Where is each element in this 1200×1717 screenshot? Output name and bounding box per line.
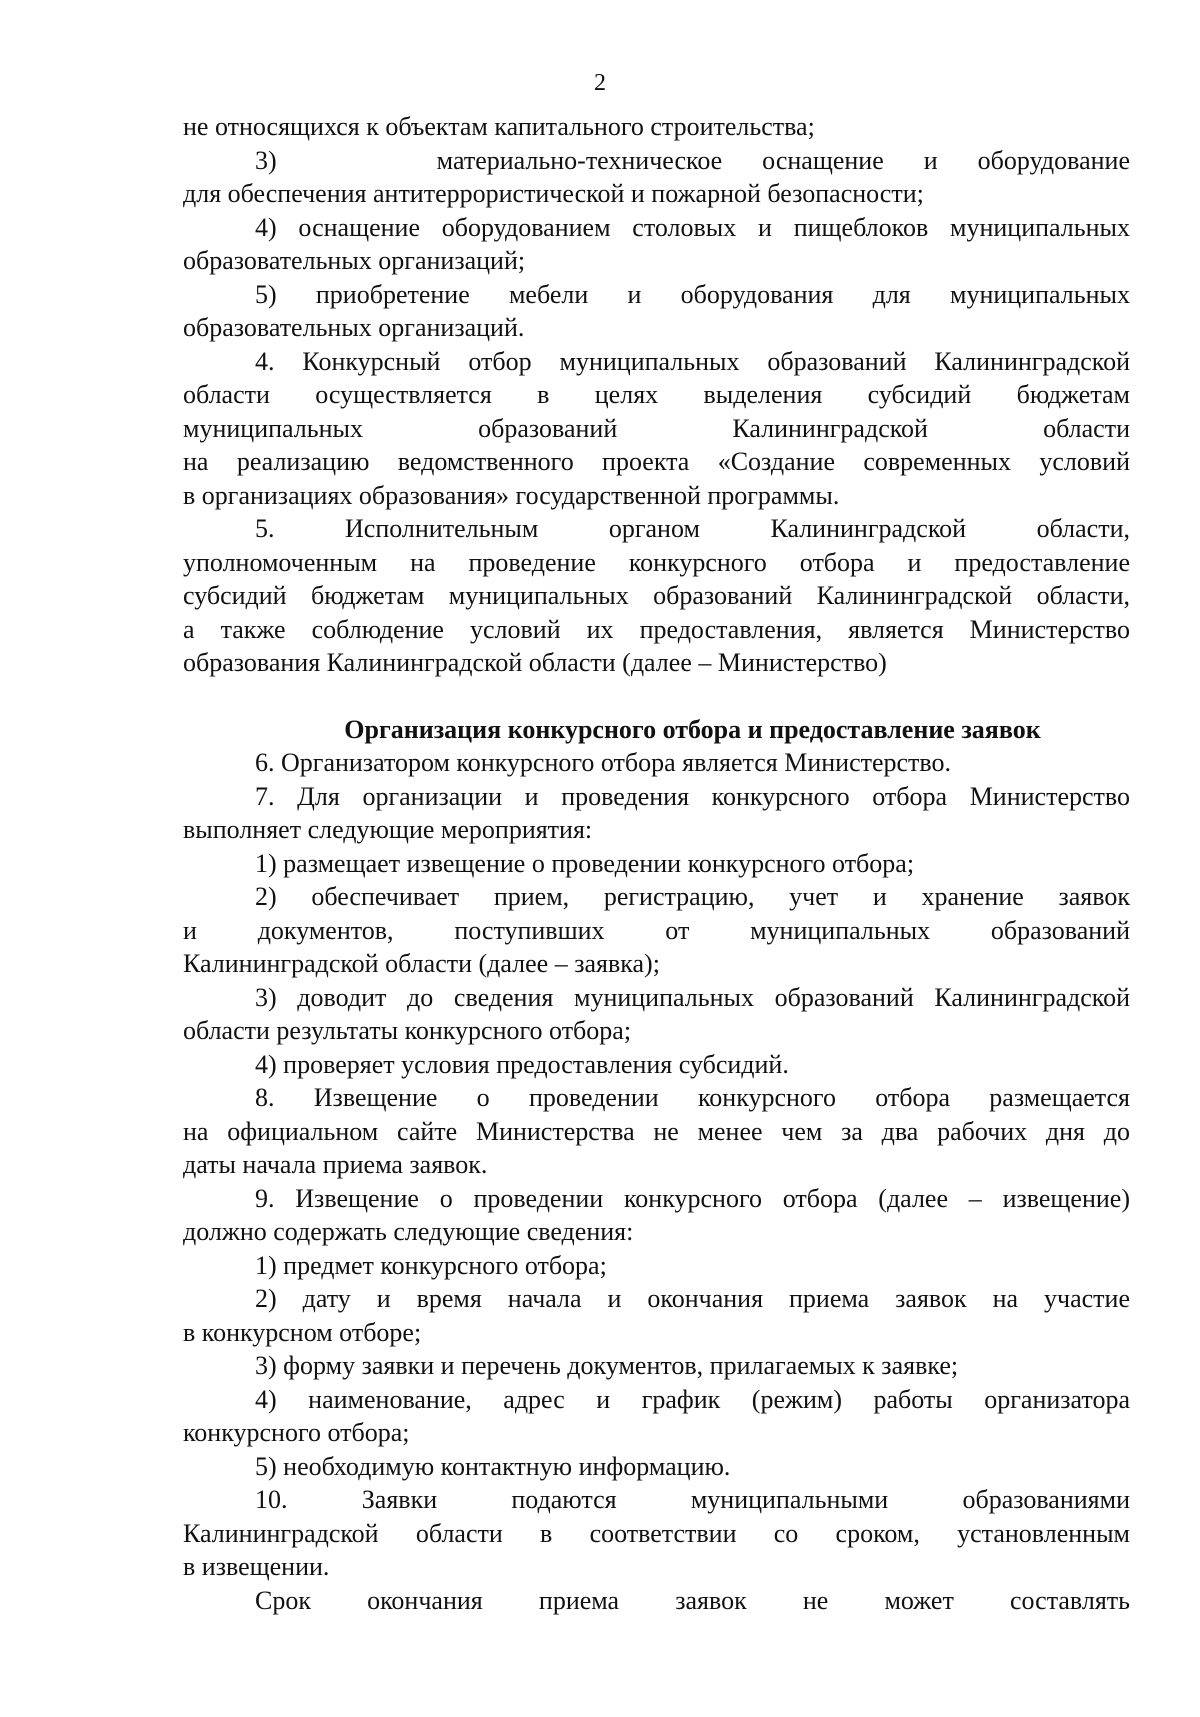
- section-heading: Организация конкурсного отбора и предоставление заявок: [344, 714, 1041, 744]
- text-line: даты начала приема заявок.: [183, 1150, 488, 1179]
- text-line: образовательных организаций;: [183, 246, 526, 275]
- text-line: Срок окончания приема заявок не может составлять: [255, 1585, 1130, 1615]
- text-line: 2) дату и время начала и окончания приема заявок на участие: [255, 1284, 1130, 1313]
- text-line: для обеспечения антитеррористической и пожарной безопасности;: [183, 179, 924, 208]
- text-line: 3) форму заявки и перечень документов, прилагаемых к заявке;: [255, 1351, 959, 1380]
- text-line: в извещении.: [183, 1552, 330, 1581]
- text-line: выполняет следующие мероприятия:: [183, 815, 593, 844]
- text-line: Калининградской области в соответствии со сроком, установленным: [183, 1518, 1130, 1548]
- text-line: 5. Исполнительным органом Калининградской области,: [255, 514, 1130, 543]
- text-line: на реализацию ведомственного проекта «Создание современных условий: [183, 447, 1130, 476]
- text-line: в организациях образования» государственной программы.: [183, 480, 840, 510]
- text-line: 2) обеспечивает прием, регистрацию, учет и хранение заявок: [255, 882, 1130, 911]
- text-line: 3) доводит до сведения муниципальных образований Калининградской: [255, 982, 1130, 1012]
- text-line: Калининградской области (далее – заявка);: [183, 949, 660, 978]
- text-line: 4) оснащение оборудованием столовых и пищеблоков муниципальных: [255, 212, 1130, 242]
- text-line: в конкурсном отборе;: [183, 1317, 422, 1347]
- paragraphs-after-heading: [183, 746, 1130, 1617]
- text-line: 4. Конкурсный отбор муниципальных образований Калининградской: [255, 346, 1130, 376]
- text-line: 6. Организатором конкурсного отбора является Министерство.: [255, 748, 952, 777]
- text-line: 4) наименование, адрес и график (режим) работы организатора: [255, 1384, 1130, 1414]
- text-line: образовательных организаций.: [183, 313, 525, 342]
- document-body: [183, 110, 1130, 1617]
- text-line: 5) необходимую контактную информацию.: [255, 1451, 731, 1481]
- page-number: 2: [594, 70, 606, 96]
- text-line: 1) предмет конкурсного отбора;: [255, 1250, 607, 1280]
- text-line: области результаты конкурсного отбора;: [183, 1016, 632, 1045]
- text-line: 10. Заявки подаются муниципальными образованиями: [255, 1485, 1130, 1514]
- text-line: субсидий бюджетам муниципальных образований Калининградской области,: [183, 581, 1130, 610]
- text-line: уполномоченным на проведение конкурсного отбора и предоставление: [183, 547, 1130, 577]
- text-line: не относящихся к объектам капитального строительства;: [183, 112, 815, 141]
- paragraphs-before-heading: [183, 110, 1130, 680]
- text-line: 3) материально-техническое оснащение и оборудование: [255, 145, 1130, 175]
- text-line: 5) приобретение мебели и оборудования для муниципальных: [255, 279, 1130, 309]
- text-line: 7. Для организации и проведения конкурсного отбора Министерство: [255, 781, 1130, 811]
- text-line: а также соблюдение условий их предоставления, является Министерство: [183, 614, 1130, 644]
- text-line: области осуществляется в целях выделения субсидий бюджетам: [183, 380, 1130, 409]
- text-line: 8. Извещение о проведении конкурсного отбора размещается: [255, 1083, 1130, 1112]
- text-line: и документов, поступивших от муниципальных образований: [183, 915, 1130, 945]
- text-line: 9. Извещение о проведении конкурсного отбора (далее – извещение): [255, 1183, 1130, 1213]
- text-line: конкурсного отбора;: [183, 1418, 410, 1447]
- text-line: образования Калининградской области (далее – Министерство): [183, 648, 887, 677]
- text-line: 4) проверяет условия предоставления субсидий.: [255, 1049, 789, 1079]
- text-line: муниципальных образований Калининградской области: [183, 413, 1130, 443]
- text-line: 1) размещает извещение о проведении конкурсного отбора;: [255, 848, 915, 878]
- text-line: на официальном сайте Министерства не менее чем за два рабочих дня до: [183, 1116, 1130, 1146]
- text-line: должно содержать следующие сведения:: [183, 1217, 634, 1246]
